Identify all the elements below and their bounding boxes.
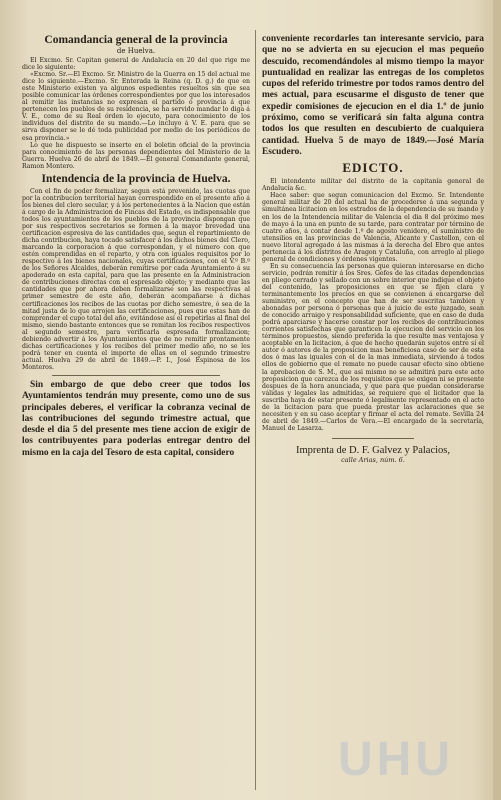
library-watermark: UHU [338,733,454,786]
paragraph: «Excmo. Sr.—El Excmo. Sr. Ministro de la Guerra en 15 del actual me dice lo siguiente.—Excmo. Sr. Enterada la Reina (q. D. g.) de que en este Ministerio existen ya algunos espedientes resueltos sin que sea posible comunicar las órdenes correspondientes por que los interesados al remitir las instancias no expresan el partido ó provincia á que pertenecen los pueblos de su residencia, se ha servido mandar lo diga á V. E., como de su Real órden lo ejecuto, para conocimiento de los individuos del distrito de su mando.—Lo incluyo á V. E. para que se sirva disponer se le dé toda publicidad por medio de los periódicos de esa provincia.» [22,71,250,142]
imprint-title: Imprenta de D. F. Galvez y Palacios, [296,444,450,456]
paragraph: En su consecuencia las personas que quieran interesarse en dicho servicio, podrán remitir á los Sres. Gefes de las citadas dependencias en pliego cerrado y sellado con un sobre interior que indique el objeto del contenido, las proposiciones en que se fijen clara y terminantemente los precios en que se convienen á encargarse del suministro, en el concepto que han de ser suscritas tambien y abonadas por persona ó personas que á juicio de este juzgado, sean de conocido arraigo y responsabilidad suficiente, que en caso de duda podrá aparciarse y hacerse constar por los recibos de contribuciones corrientes satisfechas que garanticen la ejecucion del servicio en los términos propuestos, siendo preferida la que resulte mas ventajosa y aceptable en la licitacion, á que de hecho quedarán sujetos entre sí el autor ó autores de la proposicion mas beneficiosa caso de ser de esta dos ó mas las iguales con el de la mas inmediata, sirviendo á todos ellos de gobierno que el remate no puede causar efecto sino obtiene la aprobacion de S. M., que asi mismo no se admitirá para este acto proposicion que carezca de los requisitos que se exigen ni se presente despues de la hora anunciada, y que para que puedan considerarse válidas y legales las admitidas, se requiere que el licitador que la suscriba haya de estar presente ó legalmente representado en el acto de la licitacion para que pueda prestar las aclaraciones que se necesiten y en su caso aceptar y firmar el acta del remate. Sevilla 24 de abril de 1849.—Carlos de Vera.—El encargado de la secretaría, Manuel de Lasarza. [262,262,484,432]
right-column [262,34,484,784]
paragraph: Lo que he dispuesto se inserte en el boletin oficial de la provincia para conocimiento de las personas dependientes del Ministerio de la Guerra. Huelva 26 de abril de 1849.—El general Comandante general, Ramon Montero. [22,141,250,170]
article-title-comandancia: Comandancia general de la provincia [44,34,228,46]
paragraph: Hace saber: que segun comunicacion del Excmo. Sr. Intendente general militar de 20 del actual ha de procederse á una segunda y simultánea licitacion en los estrados de la dependencia de su mando y en los de la Intendencia militar de Valencia el dia 8 del próximo mes de mayo á la una en punto de su tarde, para contratar por término de cuatro años, á contar desde 1.º de agosto venidero, el suministro de utensilios en las provincias de Valencia, Alicante y Castellon, con el nuevo litoral agregado á las mismas á la derecha del Ebro que antes pertenecia á los distritos de Aragon y Cataluña, con arreglo al pliego general de condiciones y órdenes vigentes. [262,192,484,263]
imprint-address: calle Arias, núm. 6. [341,455,405,464]
edict-title: EDICTO. [342,160,404,176]
article-subtitle-comandancia: de Huelva. [116,47,156,55]
bold-notice-right: conveniente recordarles tan interesante servicio, para que no se advierta en su ejecucion el mas pequeño descuido, recomendándoles al mismo tiempo la mayor puntualidad en realizar las entregas de los completos cupos del referido trimestre por todos ramos dentro del mes actual, para escusarme el disgusto de tener que expedir comisiones de ejecucion en el dia 1.º de junio próximo, como se verificará sin falta alguna contra todos los que resulten en descubierto de cualquiera cantidad. Huelva 5 de mayo de 1849.—José María Escudero. [262,34,484,157]
page-edge [493,0,501,800]
left-column [22,34,250,784]
divider-rule [52,375,220,376]
article-title-intendencia: Intendencia de la provincia de Huelva. [41,172,231,185]
divider-rule [332,438,414,439]
paragraph: El intendente militar del distrito de la capitanía general de Andalucía &c. [262,178,484,193]
paragraph: Con el fin de poder formalizar, segun está prevenido, las cuotas que por la contribucion territorial hayan correspondido en el presente año á los bienes del clero secular, y á los pertenecientes á la Nacion que están á cargo de la Administracion de Fincas del Estado, es indispensable que todos los ayuntamientos de los pueblos de la provincia dispongan que por sus respectivos secretarios se formen á la mayor brevedad una certificacion espresiva de las cantidades que, segun el repartimiento de dicha contribucion, haya tocado satisfacer á los dichos bienes del Clero, marcando la corporacion á que correspondan, y el número con que estén comprendidas en el reparto, y otra con iguales requisitos por lo respectivo á los bienes nacionales, cuyas certificaciones, con el V.º B.º de los Señores Alcaldes, deberán remitirse por cada Ayuntamiento á su apoderado en esta capital, para que las presente en la Administracion de contribuciones directas con el espresado objeto; y mediante que las cantidades que por ahora deben formalizarse son las respectivas al primer semestre de este año, deberán acompañarse á dichas certificaciones los recibos de las cuotas por dicho semestre, ó sea de la mitad justa de lo que arrojen las certificaciones, pues que estas han de comprender el cupo total del año, evitándose así el repetirlas al final del mismo, siendo bastante entonces que se remitan los recibos respectivos al segundo semestre, para verificarla espresada formalizacion; debiendo advertir á los Ayuntamientos que de no remitir prontamente dichas certificaciones y los recibos del primer medio año, no se les podrá tener en cuenta el importe de ellas en el segundo trimestre actual. Huelva 29 de abril de 1849.—P. I., José Espinosa de los Monteros. [22,187,250,371]
bold-notice-left: Sin embargo de que debo creer que todos los Ayuntamientos tendrán muy presente, como uno de sus principales deberes, el verificar la cobranza vecinal de las contribuciones del segundo trimestre actual, que desde el dia 5 del presente mes tiene accion de exigir de los contribuyentes para poderlas entregar dentro del mismo en la caja del Tesoro de esta capital, considero [22,379,250,458]
column-divider [255,30,256,790]
paragraph: El Excmo. Sr. Capitan general de Andalucía en 20 del que rige me dice lo siguiente: [22,57,250,72]
